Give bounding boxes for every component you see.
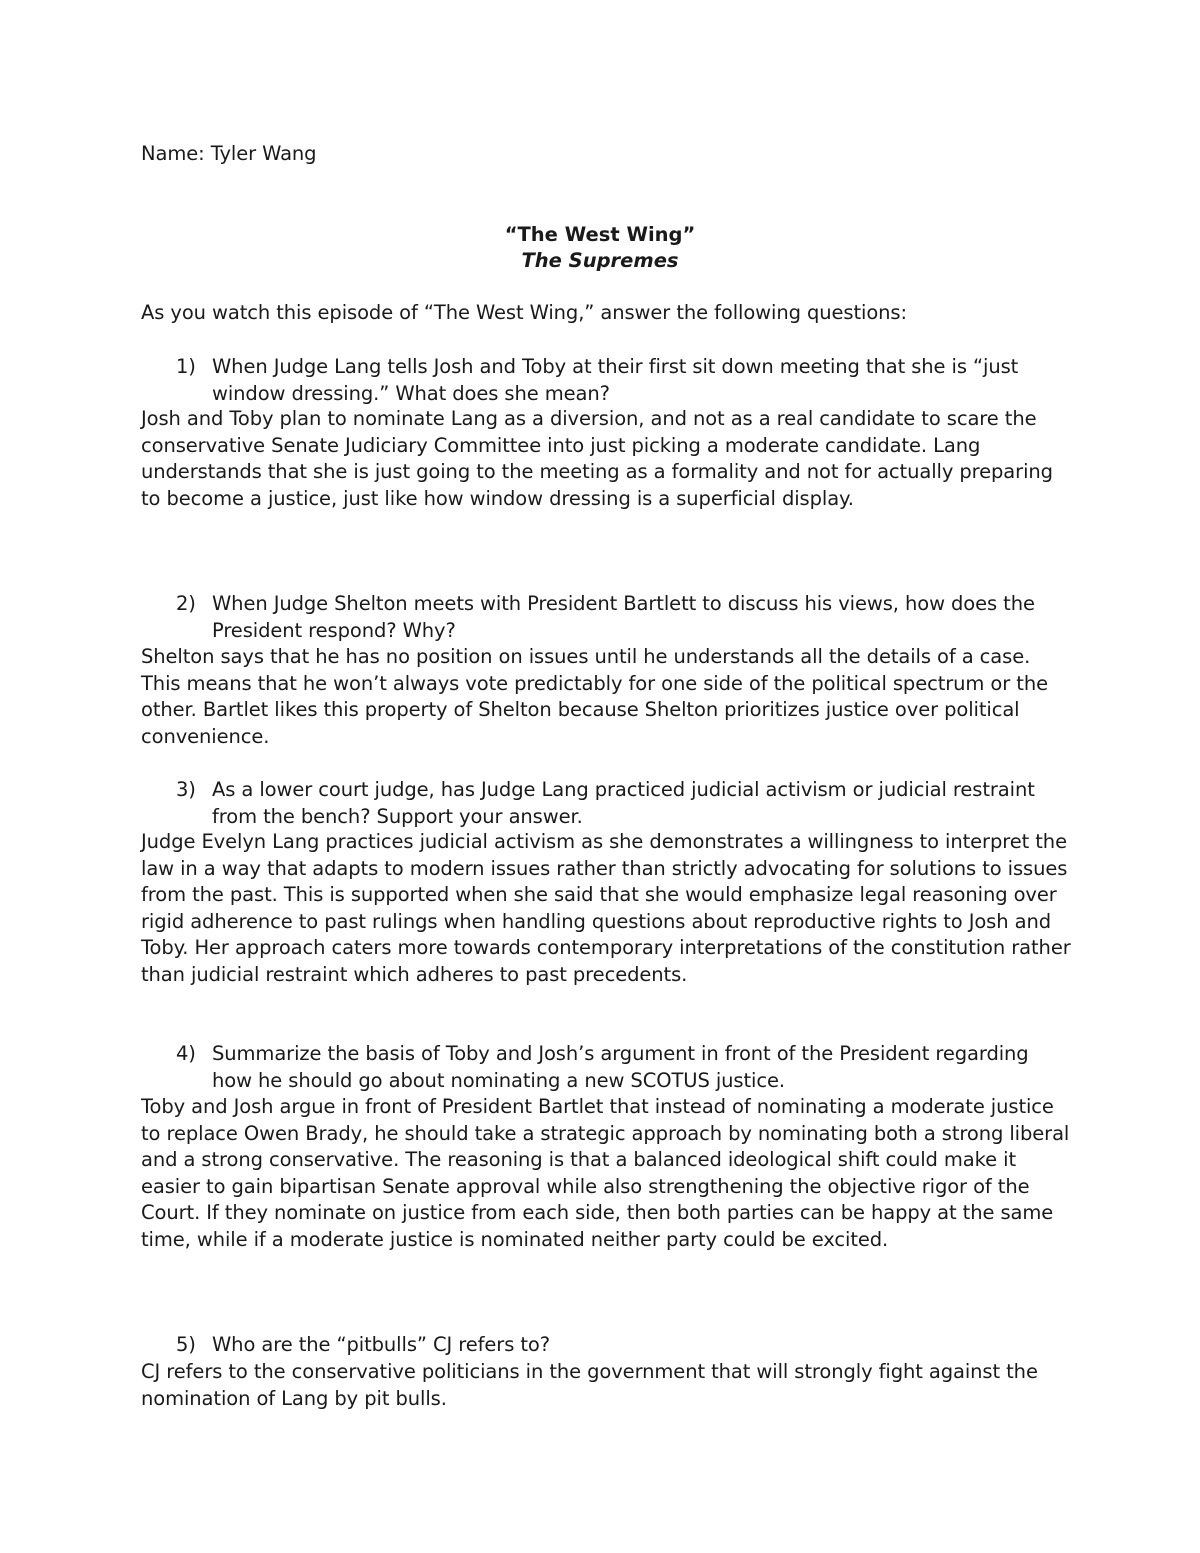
question-2 xyxy=(176,591,1056,644)
question-text: When Judge Lang tells Josh and Toby at their first sit down meeting that she is “just window dressing.” What does she mean? xyxy=(212,355,1019,405)
question-number: 2) xyxy=(176,592,196,615)
document-title-show: “The West Wing” xyxy=(504,223,696,246)
instructions-text: As you watch this episode of “The West Wing,” answer the following questions: xyxy=(141,301,907,324)
question-number: 5) xyxy=(176,1333,196,1356)
question-text: As a lower court judge, has Judge Lang practiced judicial activism or judicial restraint from the bench? Support your answer. xyxy=(212,778,1035,828)
answer-3: Judge Evelyn Lang practices judicial activism as she demonstrates a willingness to interpret the law in a way that adapts to modern issues rather than strictly advocating for solutions to issues from the past. This is supported when she said that she would emphasize legal reasoning over rigid adherence to past rulings when handling questions about reproductive rights to Josh and Toby. Her approach caters more towards contemporary interpretations of the constitution rather than judicial restraint which adheres to past precedents. xyxy=(141,830,1071,986)
question-4 xyxy=(176,1041,1056,1094)
question-number: 4) xyxy=(176,1042,196,1065)
answer-1: Josh and Toby plan to nominate Lang as a diversion, and not as a real candidate to scare the conservative Senate Judiciary Committee into just picking a moderate candidate. Lang understands that she is just going to the meeting as a formality and not for actually preparing to become a justice, just like how window dressing is a superficial display. xyxy=(141,407,1053,510)
answer-4: Toby and Josh argue in front of President Bartlet that instead of nominating a moderate justice to replace Owen Brady, he should take a strategic approach by nominating both a strong liberal and a strong conservative. The reasoning is that a balanced ideological shift could make it easier to gain bipartisan Senate approval while also strengthening the objective rigor of the Court. If they nominate on justice from each side, then both parties can be happy at the same time, while if a moderate justice is nominated neither party could be excited. xyxy=(141,1095,1070,1251)
question-1 xyxy=(176,354,1056,407)
question-text: When Judge Shelton meets with President Bartlett to discuss his views, how does the President respond? Why? xyxy=(212,592,1035,642)
answer-5: CJ refers to the conservative politicians in the government that will strongly fight against the nomination of Lang by pit bulls. xyxy=(141,1360,1038,1410)
student-name-line: Name: Tyler Wang xyxy=(141,142,317,165)
answer-2: Shelton says that he has no position on issues until he understands all the details of a case. This means that he won’t always vote predictably for one side of the political spectrum or the other. Bartlet likes this property of Shelton because Shelton prioritizes justice over political convenience. xyxy=(141,645,1048,748)
question-text: Who are the “pitbulls” CJ refers to? xyxy=(212,1333,550,1356)
question-text: Summarize the basis of Toby and Josh’s argument in front of the President regarding how he should go about nominating a new SCOTUS justice. xyxy=(212,1042,1029,1092)
question-5 xyxy=(176,1332,1056,1359)
question-number: 3) xyxy=(176,778,196,801)
document-title-episode: The Supremes xyxy=(521,249,679,272)
question-number: 1) xyxy=(176,355,196,378)
question-3 xyxy=(176,777,1056,830)
